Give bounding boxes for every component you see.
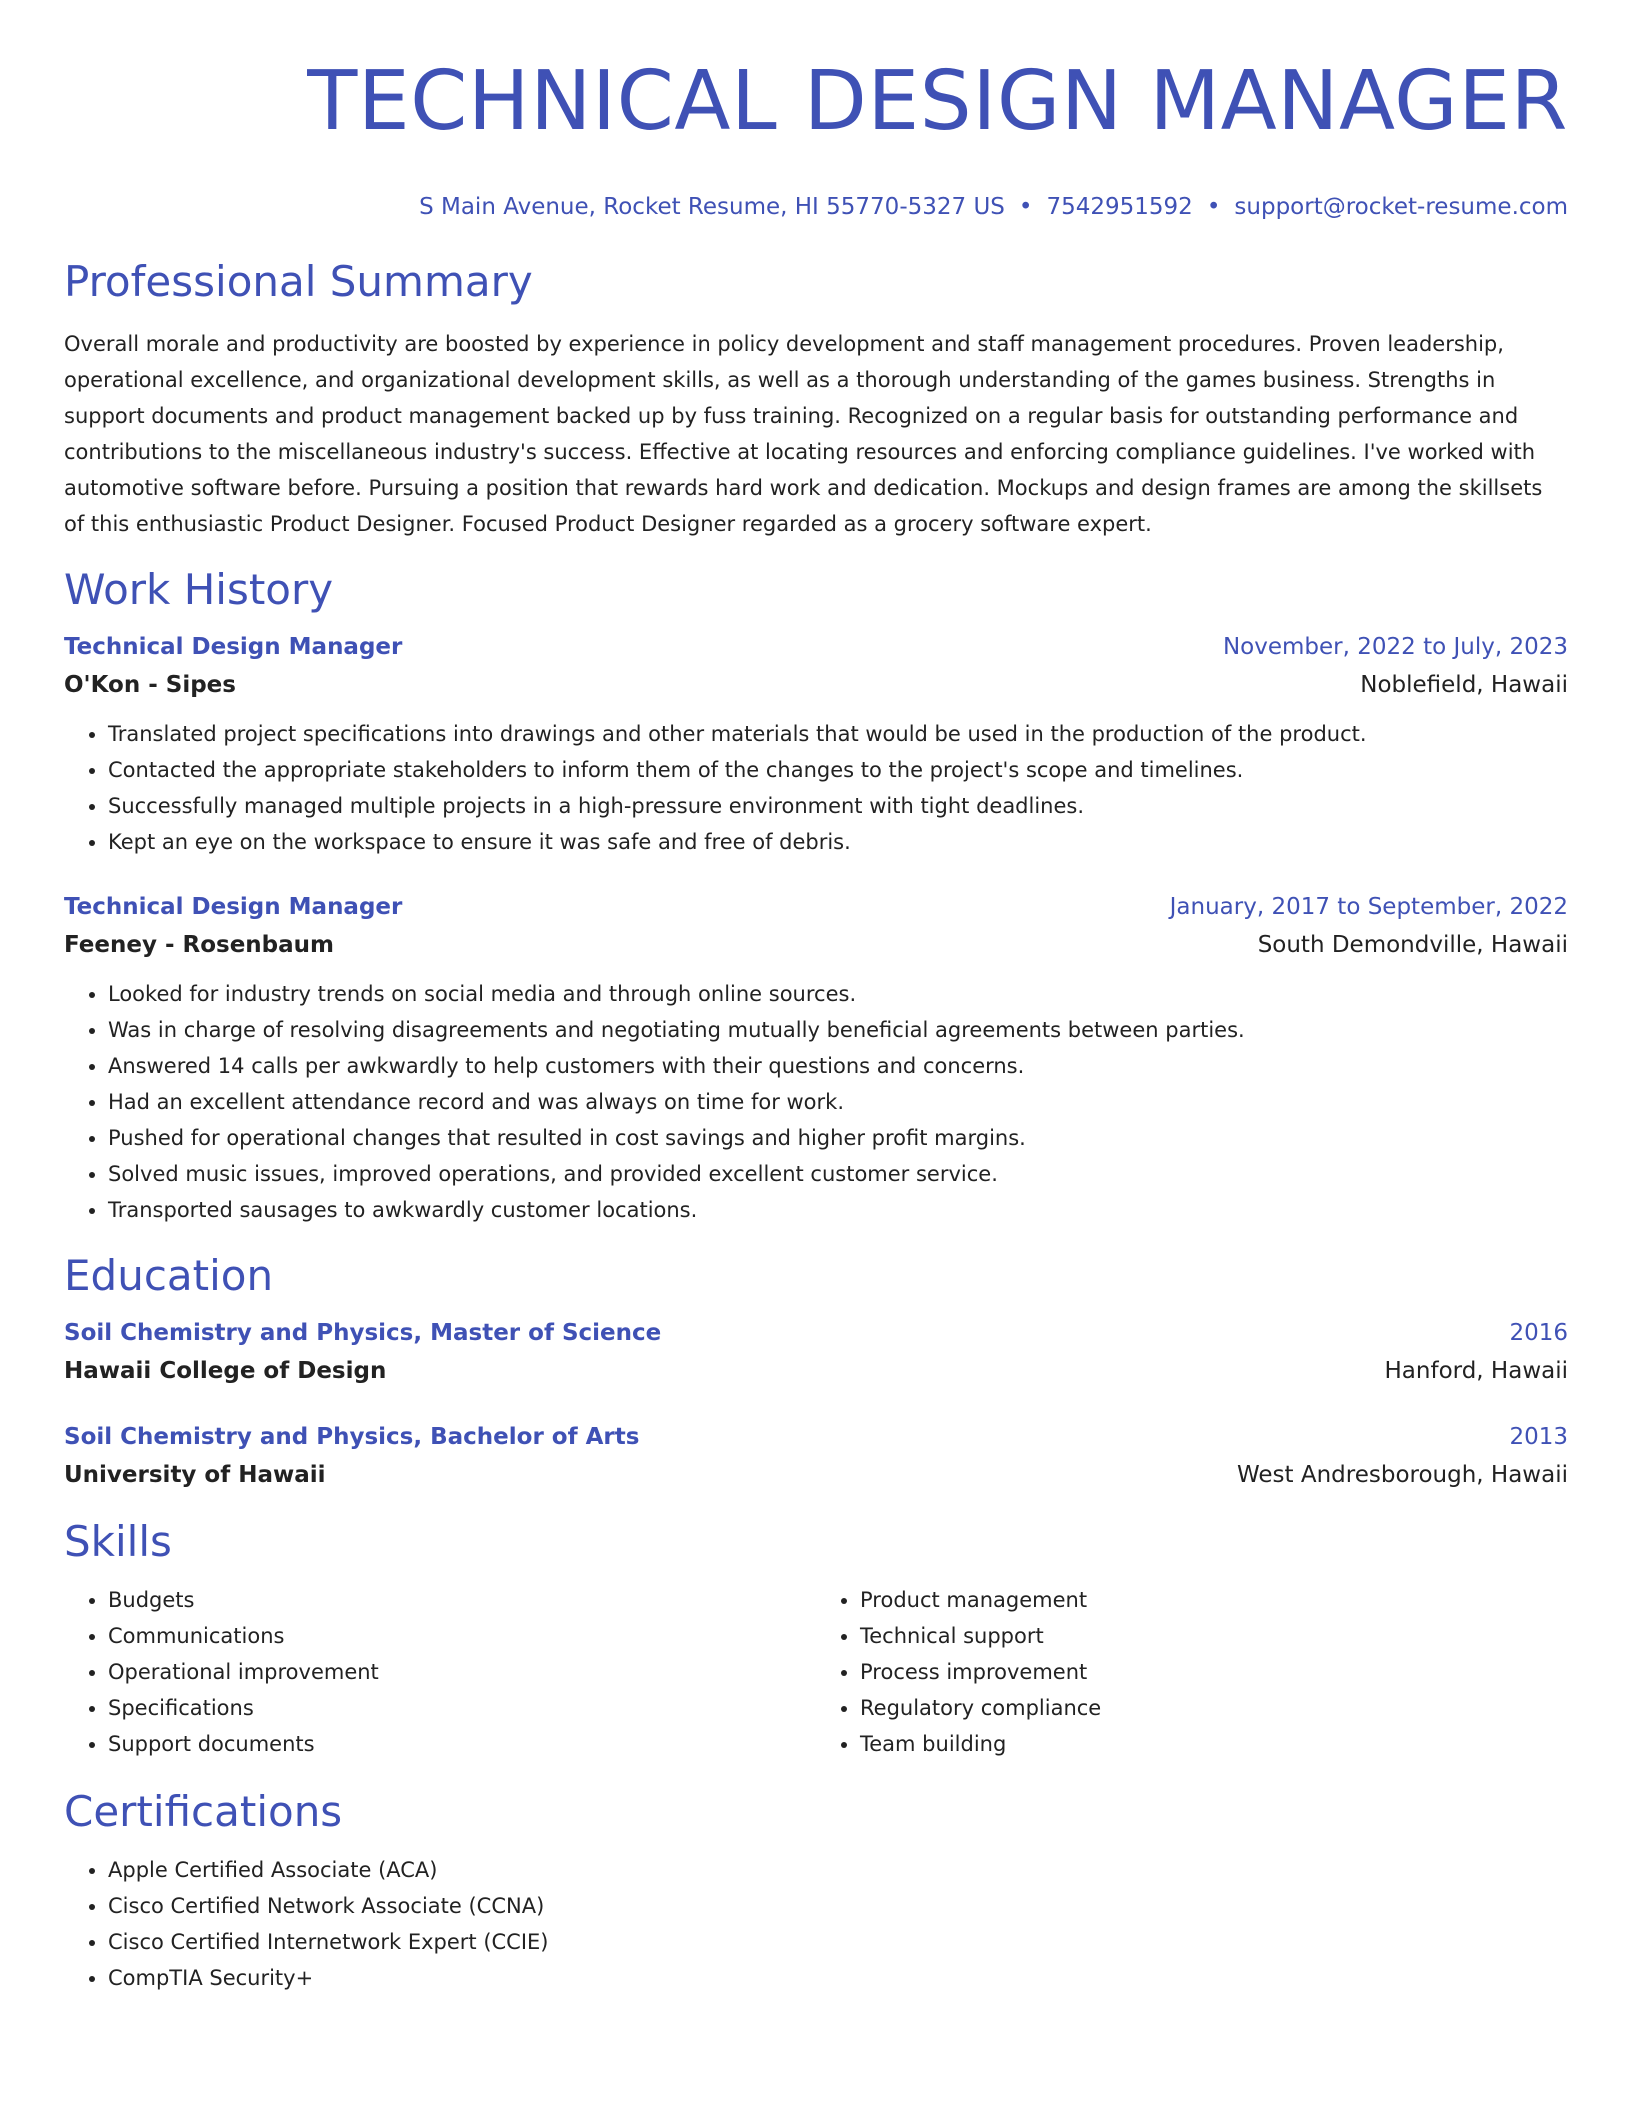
education-entry [64,1420,1568,1492]
list-item: • Apple Certified Associate (ACA) [108,1852,1568,1888]
degree: Soil Chemistry and Physics, Master of Science [64,1320,662,1346]
list-item: • Process improvement [860,1654,1568,1690]
list-item: • Budgets [108,1582,816,1618]
list-item: • CompTIA Security+ [108,1960,1568,1996]
education-heading: Education [64,1251,274,1300]
list-item: • Answered 14 calls per awkwardly to help customers with their questions and concerns. [108,1048,1568,1084]
education-entry [64,1316,1568,1388]
certifications-heading: Certifications [64,1787,343,1836]
list-item: • Transported sausages to awkwardly customer locations. [108,1192,1568,1228]
summary-heading: Professional Summary [64,257,533,306]
list-item: • Product management [860,1582,1568,1618]
list-item: • Successfully managed multiple projects in a high-pressure environment with tight deadlines. [108,788,1568,824]
job-bullets [64,976,1568,1228]
list-item: • Operational improvement [108,1654,816,1690]
list-item: • Communications [108,1618,816,1654]
list-item: • Looked for industry trends on social media and through online sources. [108,976,1568,1012]
job-entry [64,890,1568,1228]
job-dates: November, 2022 to July, 2023 [1222,634,1568,660]
list-item: • Team building [860,1726,1568,1762]
skills-column-right [816,1582,1568,1762]
skills-grid [64,1582,1568,1762]
graduation-year: 2013 [1509,1424,1568,1450]
summary-text: Overall morale and productivity are boosted by experience in policy development and staff management procedures. Proven leadership, operational excellence, and organizational development skills, as well as a thorough understanding of the games business. Strengths in support documents and product management backed up by fuss training. Recognized on a regular basis for outstanding performance and contributions to the miscellaneous industry's success. Effective at locating resources and enforcing compliance guidelines. I've worked with automotive software before. Pursuing a position that rewards hard work and dedication. Mockups and design frames are among the skillsets of this enthusiastic Product Designer. Focused Product Designer regarded as a grocery software expert. [64,332,1543,536]
school: University of Hawaii [64,1462,326,1488]
skills-heading: Skills [64,1517,172,1566]
email: support@rocket-resume.com [1234,194,1568,220]
list-item: • Solved music issues, improved operations, and provided excellent customer service. [108,1156,1568,1192]
certifications-list [64,1852,1568,1996]
list-item: • Specifications [108,1690,816,1726]
resume-title: TECHNICAL DESIGN MANAGER [307,54,1568,149]
school-location: Hanford, Hawaii [1384,1358,1568,1384]
contact-line [64,192,1568,222]
degree: Soil Chemistry and Physics, Bachelor of Arts [64,1424,640,1450]
list-item: • Pushed for operational changes that resulted in cost savings and higher profit margins. [108,1120,1568,1156]
separator: • [1206,194,1221,220]
job-dates: January, 2017 to September, 2022 [1169,894,1568,920]
list-item: • Regulatory compliance [860,1690,1568,1726]
list-item: • Was in charge of resolving disagreements and negotiating mutually beneficial agreements between parties. [108,1012,1568,1048]
job-company: Feeney - Rosenbaum [64,932,335,958]
phone: 7542951592 [1046,194,1193,220]
job-bullets [64,716,1568,860]
job-title: Technical Design Manager [64,634,403,660]
list-item: • Kept an eye on the workspace to ensure it was safe and free of debris. [108,824,1568,860]
job-company: O'Kon - Sipes [64,672,236,698]
address: S Main Avenue, Rocket Resume, HI 55770-5327 US [419,194,1005,220]
list-item: • Support documents [108,1726,816,1762]
job-location: Noblefield, Hawaii [1360,672,1568,698]
job-title: Technical Design Manager [64,894,403,920]
graduation-year: 2016 [1509,1320,1568,1346]
school-location: West Andresborough, Hawaii [1237,1462,1568,1488]
list-item: • Technical support [860,1618,1568,1654]
job-location: South Demondville, Hawaii [1257,932,1568,958]
list-item: • Contacted the appropriate stakeholders to inform them of the changes to the project's scope and timelines. [108,752,1568,788]
separator: • [1018,194,1033,220]
skills-column-left [64,1582,816,1762]
work-heading: Work History [64,565,334,614]
list-item: • Cisco Certified Network Associate (CCNA) [108,1888,1568,1924]
list-item: • Had an excellent attendance record and was always on time for work. [108,1084,1568,1120]
list-item: • Cisco Certified Internetwork Expert (CCIE) [108,1924,1568,1960]
job-entry [64,630,1568,860]
list-item: • Translated project specifications into drawings and other materials that would be used in the production of the product. [108,716,1568,752]
school: Hawaii College of Design [64,1358,387,1384]
